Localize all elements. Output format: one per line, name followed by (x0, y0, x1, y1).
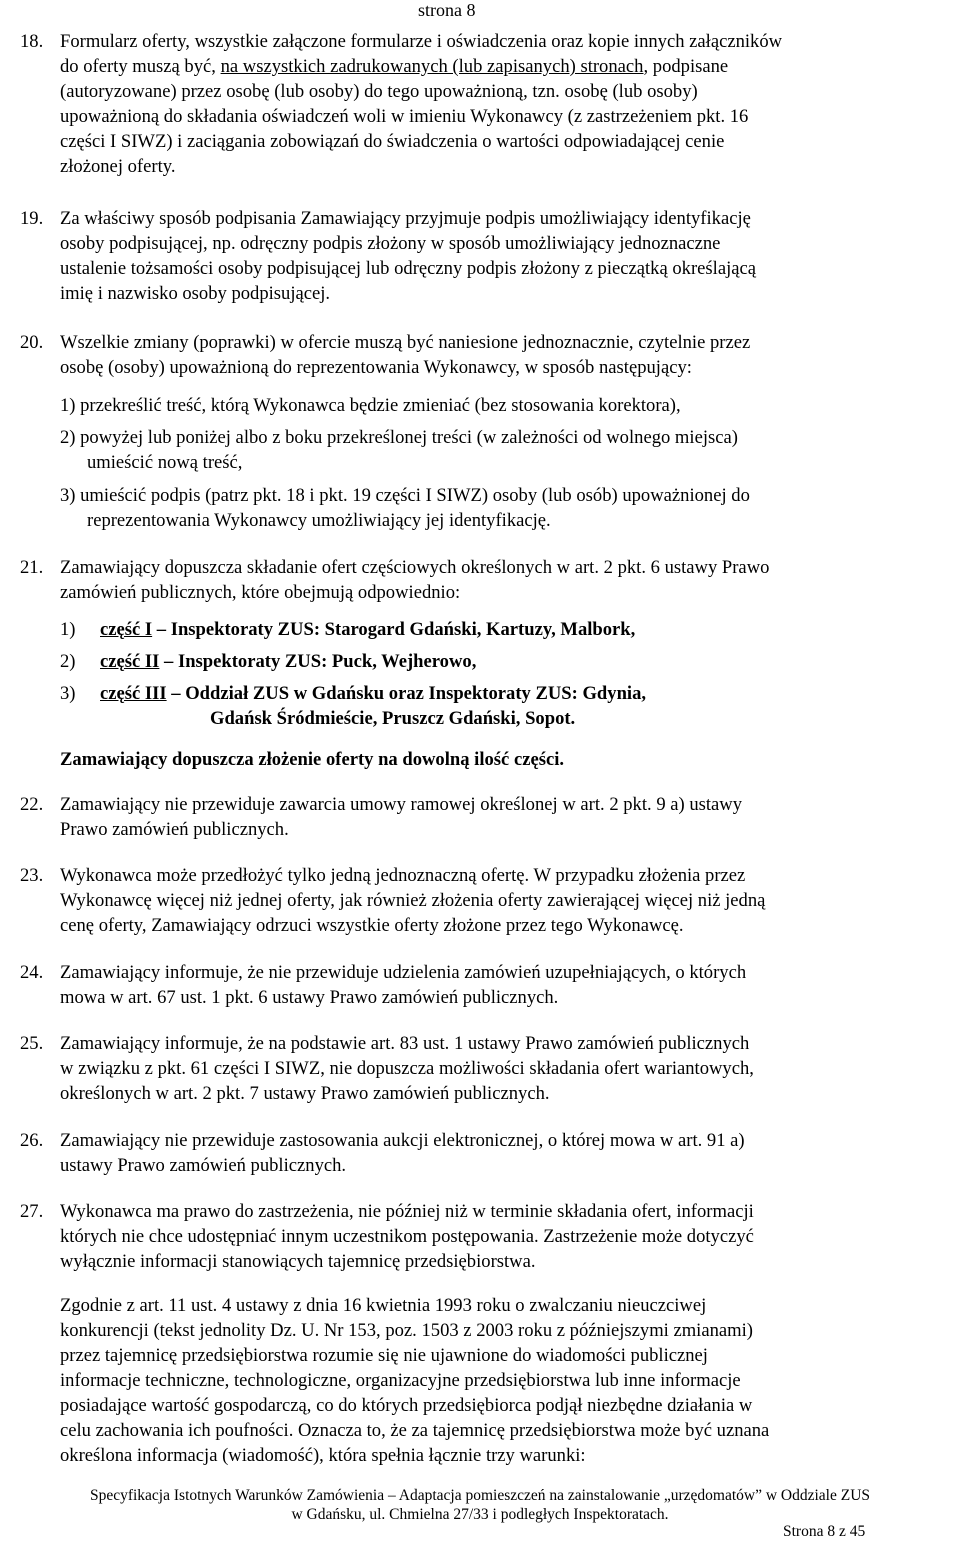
part-label: część I (100, 619, 153, 640)
part-1 (0, 617, 955, 642)
part-2 (0, 649, 955, 674)
text-line: cenę oferty, Zamawiający odrzuci wszystkie oferty złożone przez tego Wykonawcę. (60, 915, 684, 936)
text-line: w związku z pkt. 61 części I SIWZ, nie dopuszcza możliwości składania ofert wariantowych, (60, 1058, 754, 1079)
footer-line: Specyfikacja Istotnych Warunków Zamówienia – Adaptacja pomieszczeń na zainstalowanie „urzędomatów” w Oddziale ZUS (89, 1487, 871, 1504)
item-text (60, 1293, 955, 1468)
text-line (60, 54, 955, 79)
item-number: 21. (20, 557, 44, 578)
text-line: złożonej oferty. (60, 156, 176, 177)
text-line: zamówień publicznych, które obejmują odpowiednio: (60, 582, 461, 603)
part-text: – Inspektoraty ZUS: Starogard Gdański, Kartuzy, Malbork, (152, 619, 636, 640)
text-line: 3) umieścić podpis (patrz pkt. 18 i pkt. 19 części I SIWZ) osoby (lub osób) upoważnionej do (60, 485, 750, 506)
item-text (60, 1031, 955, 1106)
text-line: Zamawiający dopuszcza złożenie oferty na dowolną ilość części. (60, 749, 565, 770)
paragraph-18 (0, 29, 955, 179)
page-footer (0, 1486, 960, 1524)
item-number: 27. (20, 1201, 44, 1222)
item-number: 19. (20, 208, 44, 229)
text-line: Zamawiający informuje, że nie przewiduje udzielenia zamówień uzupełniających, o których (60, 962, 747, 983)
text-line: przez tajemnicę przedsiębiorstwa rozumie się nie ujawnione do wiadomości publicznej (60, 1345, 708, 1366)
text-line: Formularz oferty, wszystkie załączone formularze i oświadczenia oraz kopie innych załączników (60, 31, 783, 52)
item-text (60, 1128, 955, 1178)
item-text (60, 1199, 955, 1274)
text-line: upoważnioną do składania oświadczeń woli w imieniu Wykonawcy (z zastrzeżeniem pkt. 16 (60, 106, 749, 127)
subitem-20-2 (0, 425, 955, 475)
text-line: Za właściwy sposób podpisania Zamawiający przyjmuje podpis umożliwiający identyfikację (60, 208, 751, 229)
text-line: ustawy Prawo zamówień publicznych. (60, 1155, 347, 1176)
item-number: 25. (20, 1033, 44, 1054)
paragraph-27 (0, 1199, 955, 1274)
footer-line: w Gdańsku, ul. Chmielna 27/33 i podległych Inspektoratach. (291, 1506, 669, 1523)
text-line: umieścić nową treść, (87, 452, 243, 473)
subitem-20-3 (0, 483, 955, 533)
part-number: 3) (60, 683, 76, 704)
page-header-label: strona 8 (418, 0, 476, 20)
part-label: część II (100, 651, 160, 672)
part-3 (0, 681, 955, 731)
part-number: 1) (60, 619, 76, 640)
text-line: (autoryzowane) przez osobę (lub osoby) do tego upoważnioną, tzn. osobę (lub osoby) (60, 81, 698, 102)
text-line: Zamawiający dopuszcza składanie ofert częściowych określonych w art. 2 pkt. 6 ustawy Prawo (60, 557, 770, 578)
text-line: określonych w art. 2 pkt. 7 ustawy Prawo zamówień publicznych. (60, 1083, 550, 1104)
text-line: imię i nazwisko osoby podpisującej. (60, 283, 331, 304)
parts-note (0, 747, 955, 772)
part-text-continued: Gdańsk Śródmieście, Pruszcz Gdański, Sopot. (210, 708, 576, 729)
part-text: – Oddział ZUS w Gdańsku oraz Inspektoraty ZUS: Gdynia, (166, 683, 647, 704)
text-span: , podpisane (643, 56, 729, 77)
item-number: 18. (20, 31, 44, 52)
item-text (60, 29, 955, 179)
item-text (60, 555, 955, 605)
item-text (60, 330, 955, 380)
text-line: 2) powyżej lub poniżej albo z boku przekreślonej treści (w zależności od wolnego miejsca) (60, 427, 738, 448)
paragraph-26 (0, 1128, 955, 1178)
item-text (60, 960, 955, 1010)
underlined-text: na wszystkich zadrukowanych (lub zapisanych) stronach (220, 56, 644, 77)
item-number: 22. (20, 794, 44, 815)
item-text (60, 792, 955, 842)
item-text (60, 863, 955, 938)
paragraph-20 (0, 330, 955, 380)
text-line: Wykonawcę więcej niż jednej oferty, jak również złożenia oferty zawierającej więcej niż jedną (60, 890, 766, 911)
text-line: konkurencji (tekst jednolity Dz. U. Nr 153, poz. 1503 z 2003 roku z późniejszymi zmianami) (60, 1320, 753, 1341)
text-line: Wykonawca może przedłożyć tylko jedną jednoznaczną ofertę. W przypadku złożenia przez (60, 865, 746, 886)
paragraph-19 (0, 206, 955, 306)
text-line: Zamawiający nie przewiduje zastosowania aukcji elektronicznej, o której mowa w art. 91 a) (60, 1130, 745, 1151)
paragraph-22 (0, 792, 955, 842)
text-line: posiadające wartość gospodarczą, co do których przedsiębiorca podjął niezbędne działania w (60, 1395, 753, 1416)
item-number: 23. (20, 865, 44, 886)
text-line: osoby podpisującej, np. odręczny podpis złożony w sposób umożliwiający jednoznaczne (60, 233, 721, 254)
text-line: reprezentowania Wykonawcy umożliwiający jej identyfikację. (87, 510, 551, 531)
text-line: Zamawiający informuje, że na podstawie art. 83 ust. 1 ustawy Prawo zamówień publicznych (60, 1033, 750, 1054)
text-line: ustalenie tożsamości osoby podpisującej lub odręczny podpis złożony z pieczątką określającą (60, 258, 756, 279)
part-number: 2) (60, 651, 76, 672)
text-line: mowa w art. 67 ust. 1 pkt. 6 ustawy Prawo zamówień publicznych. (60, 987, 559, 1008)
item-number: 26. (20, 1130, 44, 1151)
text-line: wyłącznie informacji stanowiących tajemnicę przedsiębiorstwa. (60, 1251, 536, 1272)
footer-page-number: Strona 8 z 45 (783, 1523, 866, 1540)
text-line: części I SIWZ) i zaciągania zobowiązań do świadczenia o wartości odpowiadającej cenie (60, 131, 725, 152)
text-line: celu zachowania ich poufności. Oznacza to, że za tajemnicę przedsiębiorstwa może być uznana (60, 1420, 770, 1441)
paragraph-24 (0, 960, 955, 1010)
text-line: których nie chce udostępniać innym uczestnikom postępowania. Zastrzeżenie może dotyczyć (60, 1226, 754, 1247)
text-line: osobę (osoby) upoważnioną do reprezentowania Wykonawcy, w sposób następujący: (60, 357, 692, 378)
text-line: informacje techniczne, technologiczne, organizacyjne przedsiębiorstwa lub inne informacje (60, 1370, 741, 1391)
part-text: – Inspektoraty ZUS: Puck, Wejherowo, (159, 651, 477, 672)
text-line: Zamawiający nie przewiduje zawarcia umowy ramowej określonej w art. 2 pkt. 9 a) ustawy (60, 794, 743, 815)
item-text (60, 206, 955, 306)
paragraph-21 (0, 555, 955, 605)
text-line: Zgodnie z art. 11 ust. 4 ustawy z dnia 16 kwietnia 1993 roku o zwalczaniu nieuczciwej (60, 1295, 707, 1316)
text-line: Prawo zamówień publicznych. (60, 819, 289, 840)
paragraph-25 (0, 1031, 955, 1106)
paragraph-27-continued (0, 1293, 955, 1468)
text-line: Wykonawca ma prawo do zastrzeżenia, nie później niż w terminie składania ofert, informacji (60, 1201, 754, 1222)
text-line: 1) przekreślić treść, którą Wykonawca będzie zmieniać (bez stosowania korektora), (60, 395, 681, 416)
text-line: określona informacja (wiadomość), która spełnia łącznie trzy warunki: (60, 1445, 586, 1466)
paragraph-23 (0, 863, 955, 938)
text-span: do oferty muszą być, (60, 56, 221, 77)
part-label: część III (100, 683, 167, 704)
item-number: 20. (20, 332, 44, 353)
subitem-20-1 (0, 393, 955, 418)
text-line: Wszelkie zmiany (poprawki) w ofercie muszą być naniesione jednoznacznie, czytelnie przez (60, 332, 751, 353)
item-number: 24. (20, 962, 44, 983)
